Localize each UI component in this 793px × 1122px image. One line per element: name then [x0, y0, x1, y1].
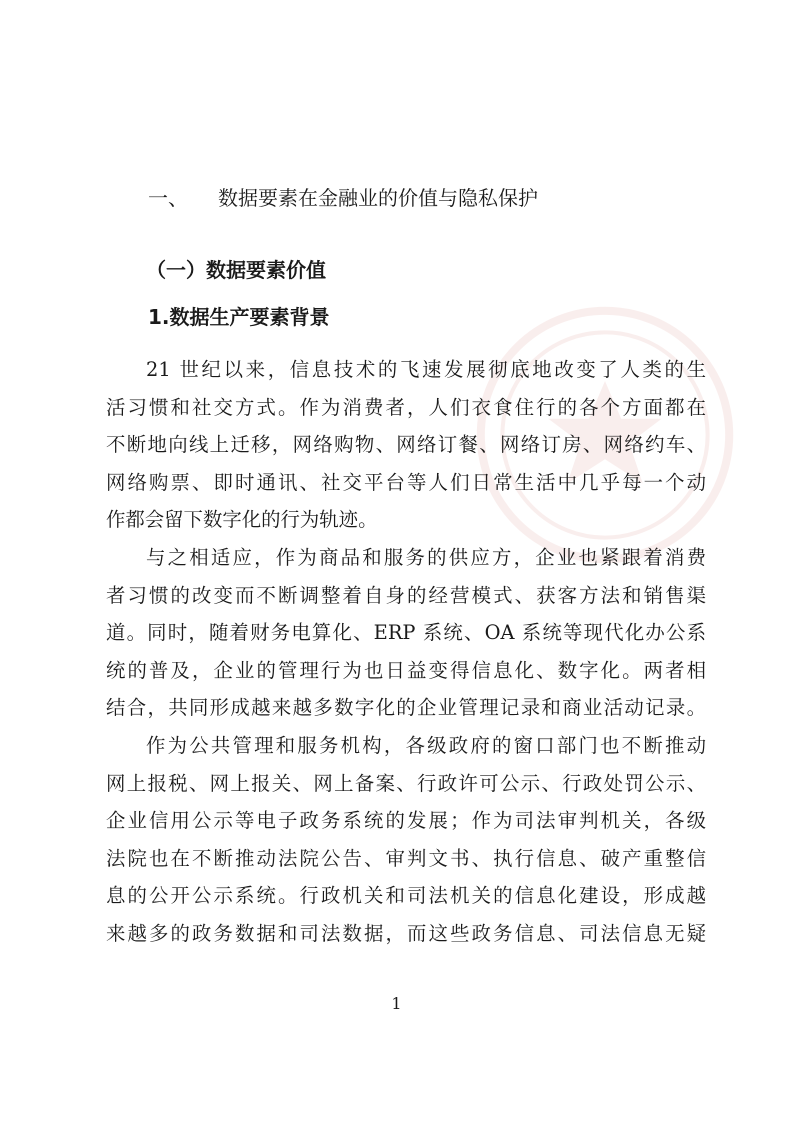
- subsection-heading: （一）数据要素价值: [146, 258, 326, 282]
- paragraph-line: 息的公开公示系统。行政机关和司法机关的信息化建设，形成越: [106, 884, 706, 908]
- paragraph-line: 来越多的政务数据和司法数据，而这些政务信息、司法信息无疑: [106, 921, 706, 945]
- section-heading: [148, 185, 538, 211]
- section-title: 数据要素在金融业的价值与隐私保护: [218, 186, 538, 210]
- paragraph-line: 道。同时，随着财务电算化、ERP 系统、OA 系统等现代化办公系: [106, 621, 706, 645]
- page-number: 1: [391, 994, 402, 1013]
- body-text: [106, 355, 706, 957]
- paragraph-line: 与之相适应，作为商品和服务的供应方，企业也紧跟着消费: [146, 545, 706, 569]
- paragraph-line: 活习惯和社交方式。作为消费者，人们衣食住行的各个方面都在: [106, 395, 706, 419]
- paragraph-line: 网上报税、网上报关、网上备案、行政许可公示、行政处罚公示、: [106, 771, 706, 795]
- paragraph-line: 统的普及，企业的管理行为也日益变得信息化、数字化。两者相: [106, 658, 706, 682]
- paragraph-line: 不断地向线上迁移，网络购物、网络订餐、网络订房、网络约车、: [106, 433, 706, 457]
- paragraph-line: 法院也在不断推动法院公告、审判文书、执行信息、破产重整信: [106, 846, 706, 870]
- paragraph-line: 结合，共同形成越来越多数字化的企业管理记录和商业活动记录。: [106, 696, 706, 720]
- paragraph-line: 作为公共管理和服务机构，各级政府的窗口部门也不断推动: [146, 733, 706, 757]
- section-number: 一、: [148, 186, 188, 210]
- paragraph-line: 者习惯的改变而不断调整着自身的经营模式、获客方法和销售渠: [106, 583, 706, 607]
- paragraph-line: 作都会留下数字化的行为轨迹。: [106, 508, 378, 532]
- paragraph-line: 网络购票、即时通讯、社交平台等人们日常生活中几乎每一个动: [106, 470, 706, 494]
- paragraph-line: 21 世纪以来，信息技术的飞速发展彻底地改变了人类的生: [146, 358, 706, 381]
- subsubsection-heading: 1.数据生产要素背景: [148, 305, 330, 329]
- paragraph-line: 企业信用公示等电子政务系统的发展；作为司法审判机关，各级: [106, 809, 706, 833]
